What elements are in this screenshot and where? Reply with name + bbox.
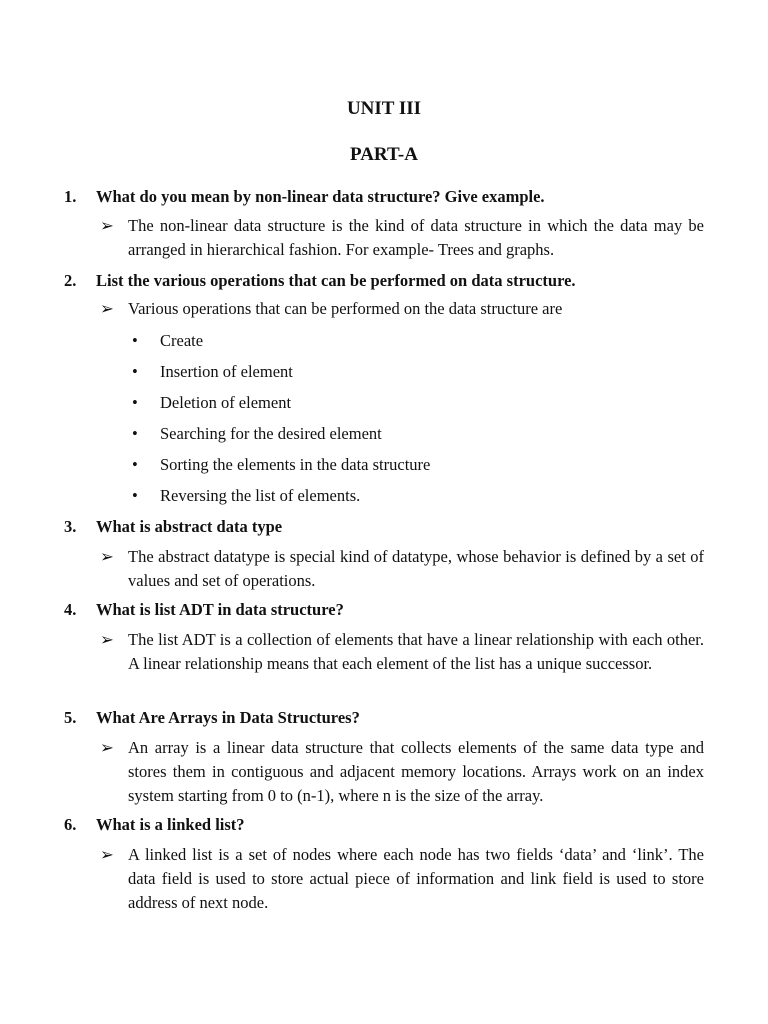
bullet-dot-icon: •	[132, 331, 138, 350]
answer-1	[100, 214, 704, 262]
arrow-bullet-icon: ➢	[100, 738, 114, 757]
part-title: PART-A	[350, 144, 418, 165]
question-text: What do you mean by non-linear data structure? Give example.	[96, 187, 545, 206]
bullet-dot-icon: •	[132, 362, 138, 381]
answer-text: Various operations that can be performed on the data structure are	[128, 299, 563, 318]
question-3	[64, 517, 724, 537]
answer-text: A linked list is a set of nodes where each node has two fields ‘data’ and ‘link’. The data field is used to store actual piece of information and link field is used to store address of next node.	[128, 845, 704, 912]
question-text: What is abstract data type	[96, 517, 283, 536]
answer-text: The non-linear data structure is the kind of data structure in which the data may be arranged in hierarchical fashion. For example- Trees and graphs.	[128, 216, 704, 259]
question-text: What is list ADT in data structure?	[96, 600, 344, 619]
arrow-bullet-icon: ➢	[100, 845, 114, 864]
list-item	[132, 455, 692, 475]
unit-title: UNIT III	[346, 98, 422, 119]
answer-2	[100, 297, 704, 321]
answer-text: The abstract datatype is special kind of datatype, whose behavior is defined by a set of values and set of operations.	[128, 547, 704, 590]
question-number: 3.	[64, 517, 77, 536]
question-4	[64, 600, 724, 620]
question-text: List the various operations that can be performed on data structure.	[96, 271, 576, 290]
question-number: 2.	[64, 271, 77, 290]
question-text: What Are Arrays in Data Structures?	[96, 708, 360, 727]
question-2	[64, 271, 724, 291]
question-number: 6.	[64, 815, 77, 834]
question-number: 5.	[64, 708, 77, 727]
list-item-text: Deletion of element	[160, 393, 292, 412]
list-item-text: Insertion of element	[160, 362, 293, 381]
list-item	[132, 362, 692, 382]
question-text: What is a linked list?	[96, 815, 245, 834]
question-6	[64, 815, 724, 835]
list-item-text: Reversing the list of elements.	[160, 486, 361, 505]
list-item-text: Create	[160, 331, 204, 350]
question-number: 1.	[64, 187, 77, 206]
answer-4	[100, 628, 704, 676]
arrow-bullet-icon: ➢	[100, 216, 114, 235]
arrow-bullet-icon: ➢	[100, 630, 114, 649]
list-item	[132, 393, 692, 413]
bullet-dot-icon: •	[132, 393, 138, 412]
list-item-text: Searching for the desired element	[160, 424, 382, 443]
answer-6	[100, 843, 704, 915]
answer-text: The list ADT is a collection of elements that have a linear relationship with each other. A linear relationship means that each element of the list has a unique successor.	[128, 630, 704, 673]
list-item	[132, 486, 692, 506]
list-item	[132, 331, 692, 351]
bullet-dot-icon: •	[132, 455, 138, 474]
bullet-dot-icon: •	[132, 424, 138, 443]
list-item-text: Sorting the elements in the data structure	[160, 455, 431, 474]
answer-3	[100, 545, 704, 593]
answer-5	[100, 736, 704, 808]
question-number: 4.	[64, 600, 77, 619]
list-item	[132, 424, 692, 444]
arrow-bullet-icon: ➢	[100, 299, 114, 318]
arrow-bullet-icon: ➢	[100, 547, 114, 566]
question-1	[64, 187, 724, 207]
bullet-dot-icon: •	[132, 486, 138, 505]
answer-text: An array is a linear data structure that collects elements of the same data type and stores them in contiguous and adjacent memory locations. Arrays work on an index system starting from 0 to (n-1), where n is the size of the array.	[128, 738, 704, 805]
question-5	[64, 708, 724, 728]
